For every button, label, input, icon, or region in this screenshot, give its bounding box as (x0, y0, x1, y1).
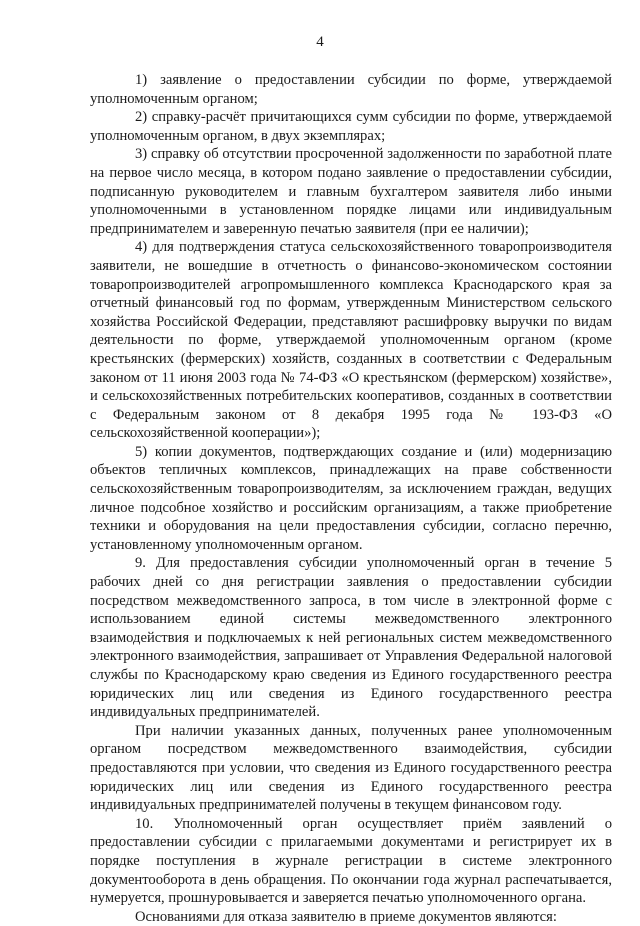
paragraph-refusal-grounds: Основаниями для отказа заявителю в приеме документов являются: (135, 908, 557, 925)
paragraph-item-1-application: 1) заявление о предоставлении субсидии по форме, утверждаемой уполномоченным органом; (90, 72, 612, 107)
page-number: 4 (316, 34, 324, 50)
paragraph-item-3-wage-debt-certificate: 3) справку об отсутствии просроченной задолженности по заработной плате на первое число месяца, в котором подано заявление о предоставлении субсидии, подписанную руководителем и главным бухгалтером заявителя либо иными уполномоченными в установленном порядке лицами или индивидуальным предпринимателем и заверенную печатью заявителя (при ее наличии); (90, 146, 612, 237)
document-body (90, 71, 612, 926)
paragraph-clause-9-continued: При наличии указанных данных, полученных ранее уполномоченным органом посредством межведомственного взаимодействия, субсидии предоставляются при условии, что сведения из Единого государственного реестра юридических лиц или сведения из Единого государственного реестра индивидуальных предпринимателей получены в текущем финансовом году. (90, 722, 612, 814)
paragraph-clause-10: 10. Уполномоченный орган осуществляет приём заявлений о предоставлении субсидии с прилагаемыми документами и регистрирует их в порядке поступления в журнале регистрации в системе электронного документооборота в день обращения. По окончании года журнал распечатывается, нумеруется, прошнуровывается и заверяется печатью уполномоченного органа. (90, 815, 612, 907)
paragraph-item-2-calculation: 2) справку-расчёт причитающихся сумм субсидии по форме, утверждаемой уполномоченным органом, в двух экземплярах; (90, 109, 612, 144)
paragraph-item-5-greenhouse-documents: 5) копии документов, подтверждающих создание и (или) модернизацию объектов тепличных комплексов, принадлежащих на праве собственности сельскохозяйственным товаропроизводителям, за исключением граждан, ведущих личное подсобное хозяйство и российским организациям, а также приобретение техники и оборудования на цели предоставления субсидии, согласно перечню, установленному уполномоченным органом. (90, 443, 612, 553)
paragraph-item-4-producer-status: 4) для подтверждения статуса сельскохозяйственного товаропроизводителя заявители, не вошедшие в отчетность о финансово-экономическом состоянии товаропроизводителей агропромышленного комплекса Краснодарского края за отчетный финансовый год по формам, утвержденным Министерством сельского хозяйства Российской Федерации, представляют расшифровку выручки по видам деятельности по форме, утверждаемой уполномоченным органом (кроме крестьянских (фермерских) хозяйств, созданных в соответствии с Федеральным законом от 11 июня 2003 года № 74-ФЗ «О крестьянском (фермерском) хозяйстве», и сельскохозяйственных потребительских кооперативов, созданных в соответствии с Федеральным законом от 8 декабря 1995 года № 193-ФЗ «О сельскохозяйственной кооперации»); (90, 239, 612, 442)
paragraph-clause-9: 9. Для предоставления субсидии уполномоченный орган в течение 5 рабочих дней со дня регистрации заявления о предоставлении субсидии посредством межведомственного запроса, в том числе в электронной форме с использованием единой системы межведомственного электронного взаимодействия и подключаемых к ней региональных систем межведомственного электронного взаимодействия, запрашивает от Управления Федеральной налоговой службы по Краснодарскому краю сведения из Единого государственного реестра юридических лиц или сведения из Единого государственного реестра индивидуальных предпринимателей. (90, 555, 612, 721)
